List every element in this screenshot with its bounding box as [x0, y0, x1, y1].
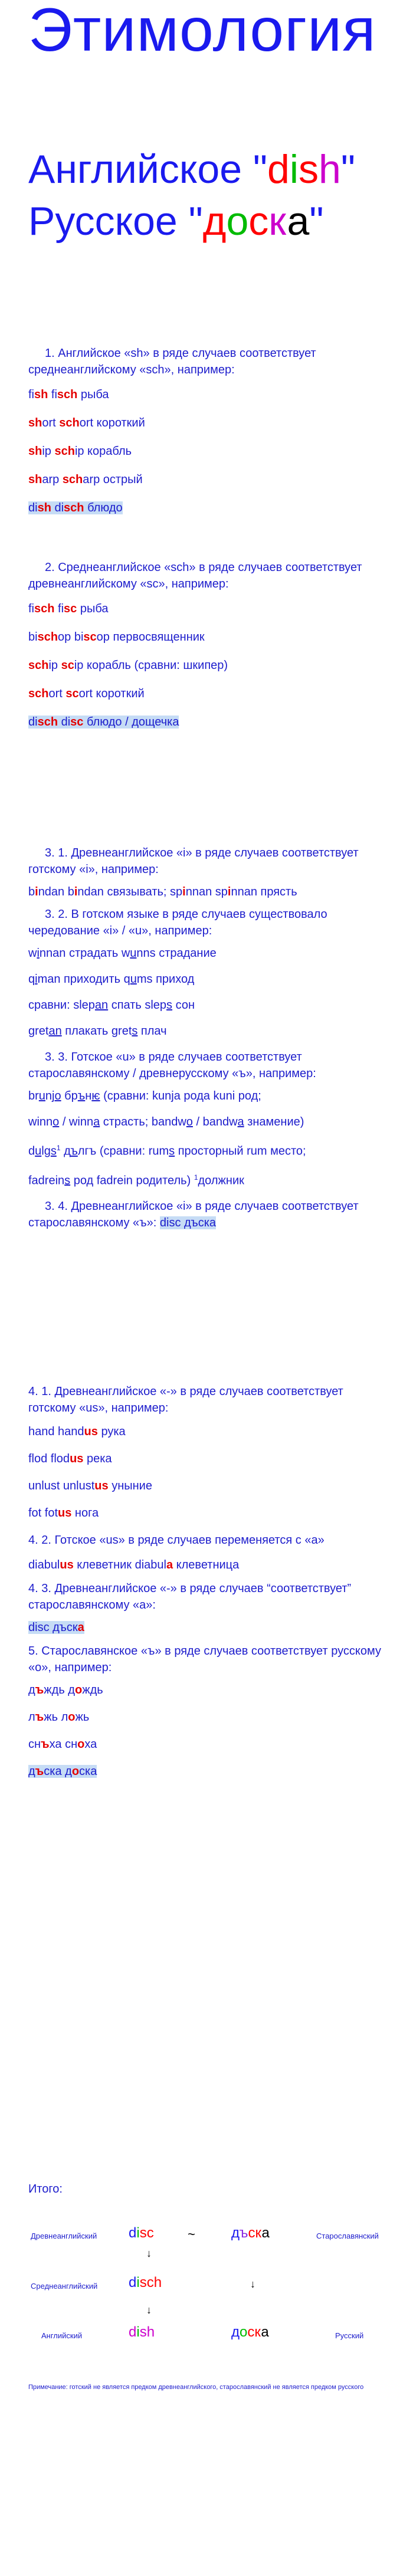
section-4-3-example: [28, 1619, 388, 1636]
word-part: b: [28, 885, 35, 898]
example-row: brunjo брънѥ (сравни: kunja рода kuni род;: [28, 1090, 261, 1102]
section-4-3: 4. 3. Древнеанглийское «-» в ряде случаев “соответствует” старославянскому «а»:: [28, 1582, 352, 1612]
summary-tilde: ~: [188, 2227, 195, 2242]
letter: с: [248, 199, 269, 244]
highlight-letters: us: [94, 1479, 109, 1492]
example-row: [28, 415, 388, 431]
word-part: fi: [48, 388, 57, 401]
example-row: qiman приходить qums приход: [28, 973, 195, 986]
footnote: Примечание: готский не является предком древнеанглийского, старославянский не является предком русского: [28, 2384, 364, 2391]
summary-lang-old-english: Древнеанглийский: [31, 2232, 97, 2240]
word-part: arp: [42, 473, 63, 486]
example-row: gretan плакать grets плач: [28, 1025, 167, 1038]
example-row: dulgs$^1$ дългъ (сравни: rums просторный rum место;: [28, 1144, 306, 1158]
word-part: ip: [42, 445, 55, 458]
letter: о: [240, 2324, 248, 2340]
highlight-letters: us: [70, 1452, 84, 1465]
word-part: fot fot: [28, 1507, 58, 1520]
highlight-letters: ъ: [35, 1711, 44, 1724]
example-row: [28, 685, 388, 702]
letter: а: [287, 199, 310, 244]
word-part: fi: [28, 388, 34, 401]
word-part: клеветник diabul: [73, 1558, 166, 1571]
letter: d: [129, 2324, 137, 2340]
section-4-2-example: [28, 1557, 388, 1573]
word-part: ждь д: [44, 1684, 75, 1696]
section-1: [28, 345, 388, 528]
page-title: Этимология: [28, 0, 376, 64]
word-part: уныние: [108, 1479, 152, 1492]
word-part: ort: [48, 687, 66, 700]
example-row: [28, 714, 388, 730]
word-part: блюдо: [84, 501, 123, 514]
example-row: [28, 1423, 388, 1440]
example-row: сравни: slepan спать sleps сон: [28, 999, 195, 1012]
word-part: arp острый: [83, 473, 143, 486]
highlight-letters: ъ: [35, 1684, 44, 1696]
letter: i: [136, 2275, 140, 2290]
highlight-letters: ъ: [41, 1738, 50, 1751]
letter: о: [226, 199, 249, 244]
highlight-letter: i: [227, 885, 231, 898]
letter: i: [289, 147, 299, 192]
letter: d: [129, 2225, 137, 2241]
summary-word-disc: [129, 2225, 154, 2242]
highlight-letters: sh: [37, 501, 51, 514]
word-part: nnan прясть: [231, 885, 297, 898]
highlight-letter: i: [35, 885, 38, 898]
letter: h: [318, 147, 341, 192]
example-row: [28, 1709, 388, 1725]
highlight-letters: sh: [28, 416, 42, 429]
section-3-4-highlight: disc дъска: [159, 1216, 217, 1230]
word-part: ха: [84, 1738, 97, 1751]
highlight-letters: sch: [28, 687, 49, 700]
letter: а: [261, 2225, 270, 2241]
word-part: di: [51, 501, 64, 514]
section-3-2: 3. 2. В готском языке в ряде случаев существовало чередование «i» / «u», например:: [28, 908, 327, 937]
highlight-letters: sch: [37, 716, 58, 729]
letter: д: [202, 199, 227, 244]
word-part: disc дъск: [28, 1621, 78, 1634]
word-part: ip: [48, 659, 61, 672]
section-2: [28, 559, 388, 742]
summary-label: Итого:: [28, 2183, 63, 2196]
word-part: ort: [42, 416, 60, 429]
word-part: л: [28, 1711, 35, 1724]
highlight-letters: о: [68, 1711, 76, 1724]
letter: к: [268, 199, 287, 244]
highlight-letters: sch: [54, 445, 75, 458]
word-part: ска: [79, 1765, 97, 1778]
section-3-3: 3. 3. Готское «u» в ряде случаев соответствует старославянскому / древнерусскому «ъ», например:: [28, 1051, 316, 1080]
russian-suffix: ": [309, 199, 324, 244]
highlight-letters: sc: [64, 602, 77, 615]
highlight-letter: i: [74, 885, 78, 898]
example-row: [28, 1763, 388, 1780]
example-row: winno / winna страсть; bandwo / bandwa знамение): [28, 1115, 304, 1128]
example-row: [28, 500, 388, 516]
letter: ъ: [239, 2225, 248, 2241]
letter: i: [136, 2324, 140, 2340]
summary-word-disch: [129, 2275, 162, 2291]
letter: s: [298, 147, 319, 192]
word-part: di: [28, 501, 38, 514]
highlight-letters: sch: [37, 631, 58, 644]
english-suffix: ": [340, 147, 355, 192]
section-4: [28, 1383, 388, 1790]
word-part: ip корабль: [74, 445, 132, 458]
highlight-letters: о: [74, 1684, 83, 1696]
word-part: unlust unlust: [28, 1479, 95, 1492]
highlight-letters: us: [58, 1507, 72, 1520]
highlight-letters: sh: [28, 445, 42, 458]
highlight-letters: sch: [59, 416, 80, 429]
letter: sc: [139, 2225, 154, 2241]
highlight-letters: sc: [70, 716, 84, 729]
highlight-letters: о: [77, 1738, 85, 1751]
summary-word-dska: [231, 2225, 270, 2242]
word-part: рука: [97, 1425, 126, 1438]
word-part: ndan связывать; sp: [77, 885, 183, 898]
example-row: [28, 1682, 388, 1698]
highlight-letters: ъ: [35, 1765, 44, 1778]
word-part: жь л: [44, 1711, 68, 1724]
arrow-down-icon: ↓: [146, 2304, 152, 2316]
letter: д: [231, 2324, 240, 2340]
section-4-2: 4. 2. Готское «us» в ряде случаев переменяется с «a»: [28, 1534, 324, 1547]
highlight-letters: sch: [28, 659, 49, 672]
example-row: fadreins род fadrein родитель) $^1$должник: [28, 1173, 244, 1187]
word-part: ort короткий: [79, 416, 145, 429]
arrow-down-icon: ↓: [250, 2278, 255, 2290]
summary-lang-russian: Русский: [335, 2331, 364, 2340]
summary-word-doska: [231, 2324, 269, 2341]
highlight-letter: us: [60, 1558, 74, 1571]
word-part: ха сн: [49, 1738, 78, 1751]
example-row: [28, 657, 388, 674]
highlight-letter: a: [166, 1558, 173, 1571]
example-row: [28, 471, 388, 488]
example-row: [28, 386, 388, 403]
example-row: [28, 1736, 388, 1753]
section-5: 5. Старославянское «ъ» в ряде случаев соответствует русскому «о», например:: [28, 1645, 381, 1674]
word-part: ска д: [44, 1765, 72, 1778]
section-3-1-example: [28, 884, 388, 900]
letter: sch: [139, 2275, 162, 2290]
word-part: жь: [75, 1711, 90, 1724]
highlight-letters: sh: [28, 473, 42, 486]
word-part: di: [58, 716, 71, 729]
word-part: ort короткий: [78, 687, 145, 700]
example-row: [28, 1478, 388, 1494]
russian-word-heading: [28, 198, 324, 244]
highlight-letters: sc: [61, 659, 74, 672]
word-part: op первосвященник: [96, 631, 205, 644]
example-row: [28, 629, 388, 645]
arrow-down-icon: ↓: [146, 2247, 152, 2259]
example-row: [28, 600, 388, 617]
example-row: [28, 1451, 388, 1467]
section-3: [28, 845, 388, 1231]
highlight-letters: sch: [64, 501, 84, 514]
word-part: flod flod: [28, 1452, 70, 1465]
word-part: д: [28, 1684, 35, 1696]
letter: д: [231, 2225, 240, 2241]
highlight-letters: sc: [83, 631, 97, 644]
section-1-intro: 1. Английское «sh» в ряде случаев соответствует среднеанглийскому «sch», например:: [28, 347, 316, 376]
word-part: рыба: [77, 388, 109, 401]
letter: sh: [139, 2324, 155, 2340]
summary-word-dish: [129, 2324, 155, 2341]
summary-lang-english: Английский: [41, 2331, 83, 2340]
word-part: di: [28, 716, 38, 729]
section-3-1: 3. 1. Древнеанглийское «i» в ряде случаев соответствует готскому «i», например:: [28, 846, 359, 876]
word-part: ip корабль (сравни: шкипер): [74, 659, 228, 672]
summary-lang-middle-english: Среднеанглийский: [31, 2282, 98, 2290]
highlight-letters: us: [84, 1425, 98, 1438]
highlight-letters: sch: [57, 388, 78, 401]
word-part: д: [28, 1765, 35, 1778]
word-part: блюдо / дощечка: [83, 716, 179, 729]
summary-lang-old-slavonic: Старославянский: [316, 2232, 379, 2240]
word-part: клеветница: [173, 1558, 240, 1571]
example-row: [28, 1505, 388, 1521]
word-part: рыба: [77, 602, 109, 615]
word-part: fi: [54, 602, 64, 615]
letter: d: [129, 2275, 137, 2290]
word-part: сн: [28, 1738, 41, 1751]
highlight-letter: i: [182, 885, 186, 898]
word-part: diabul: [28, 1558, 60, 1571]
letter: ск: [247, 2324, 261, 2340]
word-part: ждь: [82, 1684, 103, 1696]
section-2-intro: 2. Среднеанглийское «sch» в ряде случаев соответствует древнеанглийскому «sc», например:: [28, 561, 362, 590]
example-row: [28, 443, 388, 460]
letter: i: [136, 2225, 140, 2241]
highlight-letters: sch: [34, 602, 55, 615]
russian-prefix: Русское ": [28, 199, 203, 244]
english-word-heading: [28, 146, 355, 192]
word-part: река: [83, 1452, 112, 1465]
word-part: bi: [28, 631, 38, 644]
highlight-letters: sc: [65, 687, 79, 700]
english-prefix: Английское ": [28, 147, 268, 192]
word-part: fi: [28, 602, 34, 615]
word-part: hand hand: [28, 1425, 84, 1438]
word-part: нога: [71, 1507, 99, 1520]
highlight-letters: sh: [34, 388, 48, 401]
word-part: nnan sp: [185, 885, 228, 898]
word-part: ndan b: [38, 885, 74, 898]
section-3-4: [28, 1198, 388, 1231]
highlight-letters: о: [71, 1765, 80, 1778]
highlight-letters: sch: [62, 473, 83, 486]
highlight-letter: а: [77, 1621, 84, 1634]
letter: а: [261, 2324, 269, 2340]
example-row: winnan страдать wunns страдание: [28, 947, 217, 960]
section-4-1: 4. 1. Древнеанглийское «-» в ряде случаев соответствует готскому «us», например:: [28, 1385, 343, 1415]
section-3-4-text: 3. 4. Древнеанглийское «i» в ряде случаев соответствует старославянскому «ъ»:: [28, 1200, 359, 1230]
word-part: op bi: [58, 631, 84, 644]
letter: d: [267, 147, 290, 192]
letter: ск: [248, 2225, 262, 2241]
